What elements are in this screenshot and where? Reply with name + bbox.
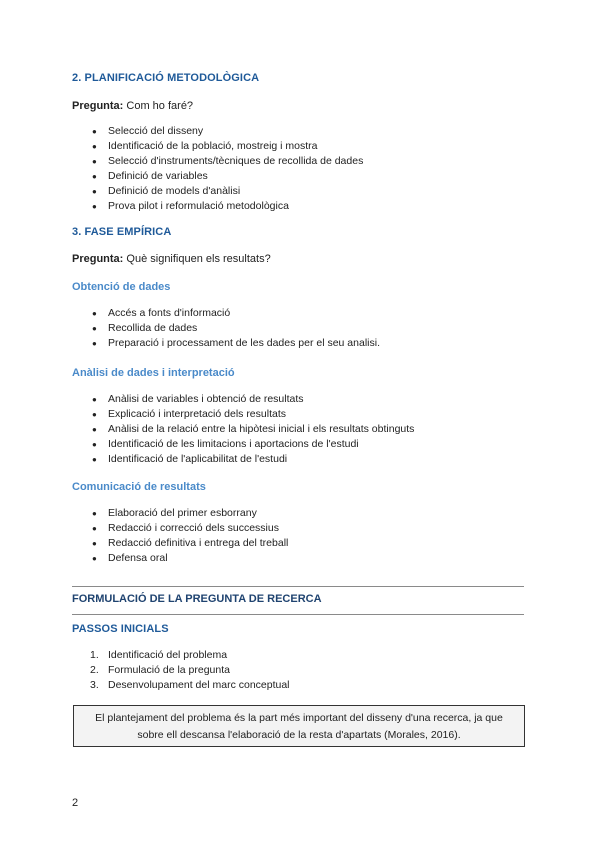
bullet-icon: ● bbox=[92, 554, 97, 563]
section-heading-fase-empirica: 3. FASE EMPÍRICA bbox=[72, 226, 172, 238]
divider-top bbox=[72, 586, 524, 587]
bullet-icon: ● bbox=[92, 339, 97, 348]
bullet-icon: ● bbox=[92, 524, 97, 533]
bullet-icon: ● bbox=[92, 172, 97, 181]
question-text: Com ho faré? bbox=[126, 100, 194, 112]
bullet-icon: ● bbox=[92, 440, 97, 449]
bullet-icon: ● bbox=[92, 157, 97, 166]
question-label: Pregunta: bbox=[72, 100, 124, 112]
bullet-icon: ● bbox=[92, 142, 97, 151]
subheading-analisi: Anàlisi de dades i interpretació bbox=[72, 367, 235, 379]
quote-box bbox=[73, 705, 525, 747]
question-label: Pregunta: bbox=[72, 253, 124, 265]
question-line bbox=[72, 253, 271, 265]
divider-bottom bbox=[72, 614, 524, 615]
question-line bbox=[72, 100, 193, 112]
page-number: 2 bbox=[72, 797, 79, 809]
document-page: 2. PLANIFICACIÓ METODOLÒGICA Pregunta: Com ho faré? ● Selecció del disseny ● Identificació de la població, mostreig i mostra ● Selecció d'instruments/tècniques de recollida de dades ● Definició de variables ● Definició de models d'anàlisi ● Prova pilot i reformulació metodològica 3. FASE EMPÍRICA Pregunta: Què signifiquen els resultats? Obtenció de dades ● Accés a fonts d'informació ● Recollida de dades ● Preparació i processament de les dades per el seu analisi. Anàlisi de dades i interpretació ● Anàlisi de variables i obtenció de resultats ● Explicació i interpretació dels resultats ● Anàlisi de la relació entre la hipòtesi inicial i els resultats obtinguts ● Identificació de les limitacions i aportacions de l'estudi ● Identificació de l'aplicabilitat de l'estudi Comunicació de resultats ● Elaboració del primer esborrany ● Redacció i correcció dels successius ● Redacció definitiva i entrega del treball ● Defensa oral FORMULACIÓ DE LA PREGUNTA DE RECERCA PASSOS INICIALS 1. Identificació del problema 2. Formulació de la pregunta 3. Desenvolupament del marc conceptual El plantejament del problema és la part més important del disseny d'una recerca, ja que sobre ell descansa l'elaboració de la resta d'apartats (Morales, 2016). 2 bbox=[0, 0, 600, 848]
section-heading-formulacio: FORMULACIÓ DE LA PREGUNTA DE RECERCA bbox=[72, 593, 322, 605]
bullet-icon: ● bbox=[92, 187, 97, 196]
bullet-icon: ● bbox=[92, 455, 97, 464]
subheading-passos-inicials: PASSOS INICIALS bbox=[72, 623, 169, 635]
bullet-icon: ● bbox=[92, 395, 97, 404]
bullet-icon: ● bbox=[92, 309, 97, 318]
bullet-icon: ● bbox=[92, 324, 97, 333]
subheading-comunicacio: Comunicació de resultats bbox=[72, 481, 206, 493]
bullet-icon: ● bbox=[92, 202, 97, 211]
quote-line: El plantejament del problema és la part més important del disseny d'una recerca, ja que bbox=[95, 712, 503, 724]
bullet-icon: ● bbox=[92, 425, 97, 434]
subheading-obtencio: Obtenció de dades bbox=[72, 281, 171, 293]
bullet-icon: ● bbox=[92, 410, 97, 419]
bullet-icon: ● bbox=[92, 539, 97, 548]
bullet-icon: ● bbox=[92, 127, 97, 136]
section-heading-planificacio: 2. PLANIFICACIÓ METODOLÒGICA bbox=[72, 72, 260, 84]
question-text: Què signifiquen els resultats? bbox=[126, 253, 271, 265]
bullet-icon: ● bbox=[92, 509, 97, 518]
quote-line: sobre ell descansa l'elaboració de la resta d'apartats (Morales, 2016). bbox=[137, 729, 461, 741]
